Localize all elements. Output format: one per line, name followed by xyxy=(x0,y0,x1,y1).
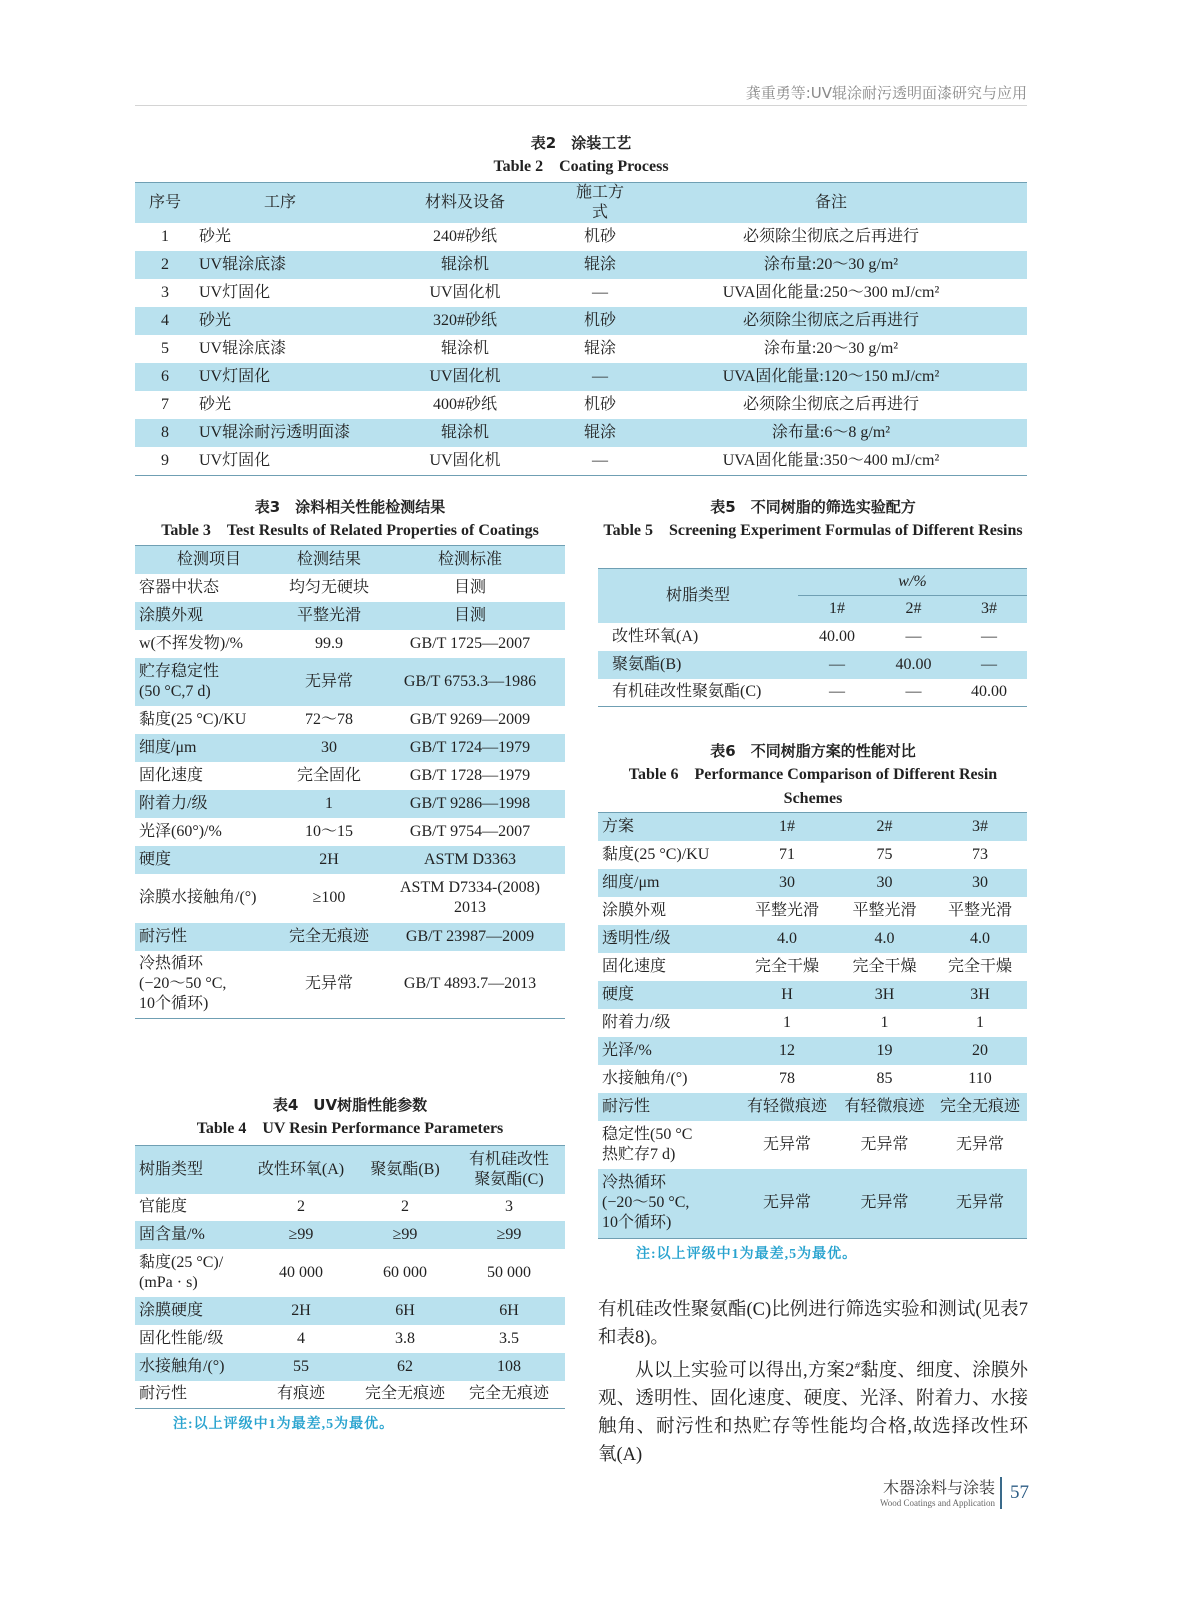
table4-cell: 完全无痕迹 xyxy=(364,1385,445,1403)
table5-cell: 聚氨酯(B) xyxy=(598,651,798,679)
table3-row xyxy=(135,706,565,734)
table3-cell: 99.9 xyxy=(315,634,343,652)
table4-cell: 3.5 xyxy=(499,1329,519,1347)
table2-header-cell: 材料及设备 xyxy=(365,183,565,224)
table6-cell: 涂膜外观 xyxy=(602,901,667,919)
table6-row xyxy=(598,925,1027,953)
table2-cell: 8 xyxy=(135,419,195,447)
header-rule xyxy=(135,105,1027,106)
table2-cell: UVA固化能量:120～150 mJ/cm² xyxy=(635,363,1027,391)
table4-cell: 55 xyxy=(245,1353,357,1381)
table6-cell: 完全干燥 xyxy=(947,957,1012,975)
table6-cell: 光泽/% xyxy=(598,1037,738,1065)
table2-cell: 涂布量:20～30 g/m² xyxy=(635,251,1027,279)
table2-cell: 砂光 xyxy=(199,228,232,245)
table4-row xyxy=(135,1381,565,1409)
table4-caption xyxy=(135,1093,565,1141)
table2-header-cell: 序号 xyxy=(135,183,195,224)
table5-row xyxy=(598,651,1027,679)
table2-cell: 必须除尘彻底之后再进行 xyxy=(742,396,919,413)
table4-cell: ≥99 xyxy=(245,1221,357,1249)
table2-cell: UV辊涂底漆 xyxy=(199,340,287,357)
table4-cell: 官能度 xyxy=(139,1198,188,1215)
table2-cell: 240#砂纸 xyxy=(432,228,497,245)
table3-row xyxy=(135,818,565,846)
table3-cell: 完全固化 xyxy=(296,766,361,784)
table2-cell: 辊涂 xyxy=(583,340,616,357)
table6-cell: 硬度 xyxy=(598,981,738,1009)
footer-divider xyxy=(1000,1477,1002,1509)
table6-cell: 无异常 xyxy=(933,1169,1027,1239)
table3-cell: GB/T 6753.3—1986 xyxy=(375,658,565,706)
table2-cell: UVA固化能量:350～400 mJ/cm² xyxy=(722,451,940,469)
table4-cell: 3.8 xyxy=(395,1329,415,1347)
table3-cell: ≥100 xyxy=(312,889,346,906)
table4-row xyxy=(135,1297,565,1325)
table3-cell: 附着力/级 xyxy=(135,790,283,818)
table6-cell: 完全干燥 xyxy=(852,957,917,975)
table3-cell: 目测 xyxy=(375,602,565,630)
table3-row xyxy=(135,762,565,790)
table2-cell: 必须除尘彻底之后再进行 xyxy=(742,228,919,245)
table4-cell: 40 000 xyxy=(279,1263,323,1281)
table2-cell: 必须除尘彻底之后再进行 xyxy=(635,307,1027,335)
table4-cell: 有痕迹 xyxy=(276,1385,325,1403)
table6-cell: 3H xyxy=(836,981,933,1009)
table2-cell: 辊涂机 xyxy=(365,251,565,279)
table5-caption xyxy=(598,495,1028,543)
table3-cell: 细度/μm xyxy=(135,734,283,762)
table3-cell: 2H xyxy=(283,846,375,874)
table6-cell: 固化速度 xyxy=(602,957,667,975)
table3-cell: GB/T 23987—2009 xyxy=(375,923,565,951)
table3-row xyxy=(135,630,565,658)
table2-cell: 6 xyxy=(135,363,195,391)
table2-cell: 辊涂 xyxy=(565,419,635,447)
table3-cell: GB/T 1728—1979 xyxy=(409,766,531,784)
table3-cell: 10～15 xyxy=(304,822,353,840)
table6-cell: 无异常 xyxy=(836,1169,933,1239)
table5-cell: — xyxy=(905,627,922,645)
table3-cell: GB/T 1725—2007 xyxy=(409,634,531,652)
table6-cell: 有轻微痕迹 xyxy=(836,1093,933,1121)
table4-cell: 6H xyxy=(357,1297,453,1325)
table6-row xyxy=(598,841,1027,869)
table6-header-cell: 方案 xyxy=(598,813,738,841)
table6-cell: 附着力/级 xyxy=(602,1013,671,1031)
page-number: 57 xyxy=(1010,1482,1029,1503)
table6-header-cell: 1# xyxy=(738,813,836,841)
table4-cell: 完全无痕迹 xyxy=(468,1385,549,1403)
table6-cell: 耐污性 xyxy=(598,1093,738,1121)
table4-cell: 水接触角/(°) xyxy=(135,1353,245,1381)
table3-cell: 完全无痕迹 xyxy=(283,923,375,951)
table6-cell: 完全无痕迹 xyxy=(933,1093,1027,1121)
table5-screening-formulas xyxy=(598,568,1027,707)
table4-row xyxy=(135,1325,565,1353)
table6-header-cell: 3# xyxy=(933,813,1027,841)
table2-cell: 机砂 xyxy=(583,396,616,413)
table3-cell: GB/T 9269—2009 xyxy=(409,710,531,728)
table6-cell: 完全干燥 xyxy=(754,957,819,975)
table6-cell: 71 xyxy=(779,845,795,863)
table2-cell: 辊涂 xyxy=(565,251,635,279)
table2-cell: UV灯固化 xyxy=(199,451,271,469)
table6-cell: 稳定性(50 °C 热贮存7 d) xyxy=(602,1125,693,1163)
table5-cell: — xyxy=(905,683,922,701)
table6-header-cell: 2# xyxy=(836,813,933,841)
table3-test-results xyxy=(135,545,565,1019)
table3-title-zh: 表3 涂料相关性能检测结果 xyxy=(254,498,446,516)
table2-cell: UV固化机 xyxy=(429,284,501,301)
table3-cell: 1 xyxy=(283,790,375,818)
table2-header-cell: 施工方式 xyxy=(565,183,635,224)
table5-cell: — xyxy=(951,651,1027,679)
table6-row xyxy=(598,953,1027,981)
table5-cell: 改性环氧(A) xyxy=(612,627,699,645)
table3-header-cell: 检测项目 xyxy=(135,546,283,574)
table2-caption xyxy=(135,131,1027,179)
table3-cell: 光泽(60°)/% xyxy=(139,822,222,840)
table6-cell: 20 xyxy=(933,1037,1027,1065)
table6-cell: 30 xyxy=(933,869,1027,897)
table3-cell: 耐污性 xyxy=(135,923,283,951)
table6-title-zh: 表6 不同树脂方案的性能对比 xyxy=(710,742,916,760)
table3-row xyxy=(135,923,565,951)
table6-row xyxy=(598,1121,1027,1169)
table6-cell: 无异常 xyxy=(860,1135,909,1153)
table6-cell: H xyxy=(738,981,836,1009)
table6-cell: 水接触角/(°) xyxy=(602,1069,688,1087)
table5-cell: — xyxy=(798,651,876,679)
table2-cell: 辊涂机 xyxy=(440,340,489,357)
table3-cell: 72～78 xyxy=(304,710,353,728)
table6-cell: 85 xyxy=(876,1069,893,1087)
table4-title-zh: 表4 UV树脂性能参数 xyxy=(272,1096,428,1114)
running-head: 龚重勇等:UV辊涂耐污透明面漆研究与应用 xyxy=(745,84,1027,102)
table6-note: 注:以上评级中1为最差,5为最优。 xyxy=(636,1247,858,1262)
table3-header-row xyxy=(135,546,565,574)
table2-cell: 400#砂纸 xyxy=(432,396,497,413)
table2-cell: UV固化机 xyxy=(365,363,565,391)
table6-cell: 12 xyxy=(738,1037,836,1065)
table2-row xyxy=(135,335,1027,363)
table6-cell: 无异常 xyxy=(955,1135,1004,1153)
table2-header-cell: 备注 xyxy=(635,183,1027,224)
body-text xyxy=(598,1296,1028,1469)
table4-note: 注:以上评级中1为最差,5为最优。 xyxy=(173,1417,395,1432)
table6-cell: 1 xyxy=(976,1013,984,1031)
table2-cell: — xyxy=(565,363,635,391)
table3-cell: 无异常 xyxy=(283,658,375,706)
journal-name-en: Wood Coatings and Application xyxy=(879,1498,995,1508)
table4-cell: 3 xyxy=(505,1198,513,1215)
table5-cell: — xyxy=(829,683,845,701)
table2-title-zh: 表2 涂装工艺 xyxy=(530,134,632,152)
table3-cell: 均匀无硬块 xyxy=(288,578,369,596)
table6-cell: 平整光滑 xyxy=(947,901,1012,919)
table3-row xyxy=(135,734,565,762)
table3-cell: GB/T 9754—2007 xyxy=(409,822,531,840)
table2-cell: 1 xyxy=(161,228,169,245)
table3-row xyxy=(135,602,565,630)
table6-cell: 有轻微痕迹 xyxy=(738,1093,836,1121)
table6-cell: 黏度(25 °C)/KU xyxy=(602,845,710,863)
table3-row xyxy=(135,951,565,1019)
table6-row xyxy=(598,1065,1027,1093)
body-paragraph-2: 从以上实验可以得出,方案2#黏度、细度、涂膜外观、透明性、固化速度、硬度、光泽、附着力、水接触角、耐污性和热贮存等性能均合格,故选择改性环氧(A) xyxy=(598,1360,1028,1466)
table6-performance-comparison xyxy=(598,812,1027,1239)
table6-cell: 4.0 xyxy=(738,925,836,953)
table6-row xyxy=(598,1093,1027,1121)
table2-cell: 砂光 xyxy=(199,396,232,413)
table2-cell: — xyxy=(592,284,608,301)
table3-row xyxy=(135,846,565,874)
table2-cell: 5 xyxy=(161,340,169,357)
table6-row xyxy=(598,1169,1027,1239)
table6-caption xyxy=(598,739,1028,811)
body-paragraph-1: 有机硅改性聚氨酯(C)比例进行筛选实验和测试(见表7和表8)。 xyxy=(598,1300,1028,1348)
table6-cell: 细度/μm xyxy=(598,869,738,897)
table4-cell: ≥99 xyxy=(453,1221,565,1249)
table5-header-cell: 1# xyxy=(798,596,876,623)
table4-cell: 2H xyxy=(245,1297,357,1325)
table2-coating-process xyxy=(135,182,1027,476)
table2-cell: UV灯固化 xyxy=(195,363,365,391)
table2-row xyxy=(135,391,1027,419)
table6-title-en: Table 6 Performance Comparison of Different Resin Schemes xyxy=(628,766,998,807)
journal-name-zh: 木器涂料与涂装 xyxy=(882,1478,995,1497)
table2-row xyxy=(135,419,1027,447)
table5-row xyxy=(598,679,1027,707)
table4-row xyxy=(135,1353,565,1381)
table4-cell: 60 000 xyxy=(383,1263,427,1281)
table3-cell: GB/T 4893.7—2013 xyxy=(403,975,537,993)
table2-cell: UV灯固化 xyxy=(199,284,271,301)
table4-cell: 2 xyxy=(297,1198,305,1215)
table3-cell: 黏度(25 °C)/KU xyxy=(139,710,247,728)
table4-header-cell: 树脂类型 xyxy=(135,1146,245,1194)
table3-header-cell: 检测标准 xyxy=(375,546,565,574)
table3-cell: 固化速度 xyxy=(139,766,204,784)
table4-cell: 涂膜硬度 xyxy=(135,1297,245,1325)
table3-row xyxy=(135,790,565,818)
table2-cell: — xyxy=(592,451,608,469)
table5-cell: — xyxy=(981,627,998,645)
table2-row xyxy=(135,223,1027,251)
table2-row xyxy=(135,307,1027,335)
table4-cell: 固含量/% xyxy=(135,1221,245,1249)
table2-cell: UVA固化能量:250～300 mJ/cm² xyxy=(722,284,940,301)
table3-cell: 容器中状态 xyxy=(139,578,220,596)
table4-header-row xyxy=(135,1146,565,1194)
table4-cell: 108 xyxy=(453,1353,565,1381)
table3-cell: 冷热循环 (−20～50 °C, 10个循环) xyxy=(139,955,227,1013)
table2-header-cell: 工序 xyxy=(195,183,365,224)
table6-cell: 3H xyxy=(933,981,1027,1009)
table3-cell: 30 xyxy=(283,734,375,762)
table3-cell: GB/T 1724—1979 xyxy=(375,734,565,762)
table6-cell: 4.0 xyxy=(933,925,1027,953)
table6-row xyxy=(598,1037,1027,1065)
table6-cell: 平整光滑 xyxy=(754,901,819,919)
table2-cell: UV固化机 xyxy=(429,451,501,469)
table5-title-zh: 表5 不同树脂的筛选实验配方 xyxy=(710,498,916,516)
table4-header-cell: 有机硅改性 聚氨酯(C) xyxy=(453,1146,565,1194)
table4-title-en: Table 4 UV Resin Performance Parameters xyxy=(196,1120,504,1137)
table4-row xyxy=(135,1221,565,1249)
table3-cell: 硬度 xyxy=(135,846,283,874)
table2-header-row xyxy=(135,183,1027,224)
table6-cell: 30 xyxy=(738,869,836,897)
table6-cell: 75 xyxy=(876,845,893,863)
table5-cell: 40.00 xyxy=(971,683,1008,701)
table6-header-row xyxy=(598,813,1027,841)
table3-cell: 平整光滑 xyxy=(283,602,375,630)
table3-row xyxy=(135,574,565,602)
table3-cell: 无异常 xyxy=(304,975,353,993)
table2-cell: 机砂 xyxy=(565,307,635,335)
table6-row xyxy=(598,869,1027,897)
table4-cell: 黏度(25 °C)/ (mPa · s) xyxy=(139,1253,224,1291)
table5-row xyxy=(598,623,1027,651)
table3-header-cell: 检测结果 xyxy=(283,546,375,574)
table2-cell: 辊涂机 xyxy=(365,419,565,447)
table5-cell: 有机硅改性聚氨酯(C) xyxy=(612,683,762,701)
table3-cell: 贮存稳定性 (50 °C,7 d) xyxy=(135,658,283,706)
table4-cell: 6H xyxy=(453,1297,565,1325)
table4-header-cell: 聚氨酯(B) xyxy=(357,1146,453,1194)
table2-cell: 4 xyxy=(135,307,195,335)
table6-cell: 19 xyxy=(836,1037,933,1065)
table3-row xyxy=(135,874,565,923)
table6-cell: 4.0 xyxy=(836,925,933,953)
table3-row xyxy=(135,658,565,706)
table2-cell: 机砂 xyxy=(583,228,616,245)
table2-cell: UV辊涂耐污透明面漆 xyxy=(195,419,365,447)
table3-cell: 涂膜外观 xyxy=(135,602,283,630)
table4-row xyxy=(135,1249,565,1297)
table6-cell: 无异常 xyxy=(762,1135,811,1153)
table2-row xyxy=(135,251,1027,279)
table6-cell: 无异常 xyxy=(738,1169,836,1239)
table5-header-cell: 2# xyxy=(876,596,951,623)
table6-cell: 1 xyxy=(880,1013,889,1031)
table6-cell: 平整光滑 xyxy=(852,901,917,919)
table2-title-en: Table 2 Coating Process xyxy=(493,158,669,175)
table4-cell: 耐污性 xyxy=(139,1385,188,1403)
table3-caption xyxy=(135,495,565,543)
table5-header-cell: 树脂类型 xyxy=(598,569,798,623)
table5-header-cell: 3# xyxy=(951,596,1027,623)
table3-cell: w(不挥发物)/% xyxy=(139,634,243,652)
table2-row xyxy=(135,279,1027,307)
table4-cell: 2 xyxy=(401,1198,409,1215)
table3-title-en: Table 3 Test Results of Related Properties of Coatings xyxy=(161,522,539,539)
table6-row xyxy=(598,1009,1027,1037)
table6-cell: 30 xyxy=(836,869,933,897)
table2-cell: 3 xyxy=(161,284,169,301)
table2-cell: 320#砂纸 xyxy=(365,307,565,335)
table2-row xyxy=(135,447,1027,475)
table2-cell: 7 xyxy=(161,396,169,413)
table5-cell: 40.00 xyxy=(819,627,855,645)
table6-cell: 78 xyxy=(779,1069,795,1087)
table5-cell: 40.00 xyxy=(876,651,951,679)
table5-title-en: Table 5 Screening Experiment Formulas of Different Resins xyxy=(603,522,1023,539)
table3-cell: GB/T 9286—1998 xyxy=(375,790,565,818)
table2-cell: 涂布量:20～30 g/m² xyxy=(763,340,899,357)
table6-row xyxy=(598,981,1027,1009)
table6-row xyxy=(598,897,1027,925)
table2-cell: 2 xyxy=(135,251,195,279)
table2-row xyxy=(135,363,1027,391)
table6-cell: 73 xyxy=(972,845,988,863)
table3-cell: ASTM D7334-(2008) 2013 xyxy=(400,879,540,916)
table5-header-row xyxy=(598,569,1027,596)
table4-cell: 50 000 xyxy=(487,1263,531,1281)
table4-row xyxy=(135,1194,565,1221)
table4-cell: 固化性能/级 xyxy=(139,1329,224,1347)
table4-cell: ≥99 xyxy=(357,1221,453,1249)
table2-cell: UV辊涂底漆 xyxy=(195,251,365,279)
table2-cell: 砂光 xyxy=(195,307,365,335)
table6-cell: 透明性/级 xyxy=(598,925,738,953)
table2-cell: 涂布量:6～8 g/m² xyxy=(635,419,1027,447)
table3-cell: 涂膜水接触角/(°) xyxy=(139,889,257,906)
table6-cell: 1 xyxy=(783,1013,791,1031)
table4-resin-parameters xyxy=(135,1145,565,1409)
table5-header-group: w/% xyxy=(798,569,1027,596)
table4-cell: 62 xyxy=(357,1353,453,1381)
table4-cell: 4 xyxy=(297,1329,305,1347)
table3-cell: 目测 xyxy=(453,578,486,596)
table2-cell: 9 xyxy=(161,451,169,469)
table6-cell: 110 xyxy=(968,1069,992,1087)
table6-cell: 冷热循环 (−20～50 °C, 10个循环) xyxy=(598,1169,738,1239)
table3-cell: ASTM D3363 xyxy=(375,846,565,874)
table4-header-cell: 改性环氧(A) xyxy=(245,1146,357,1194)
